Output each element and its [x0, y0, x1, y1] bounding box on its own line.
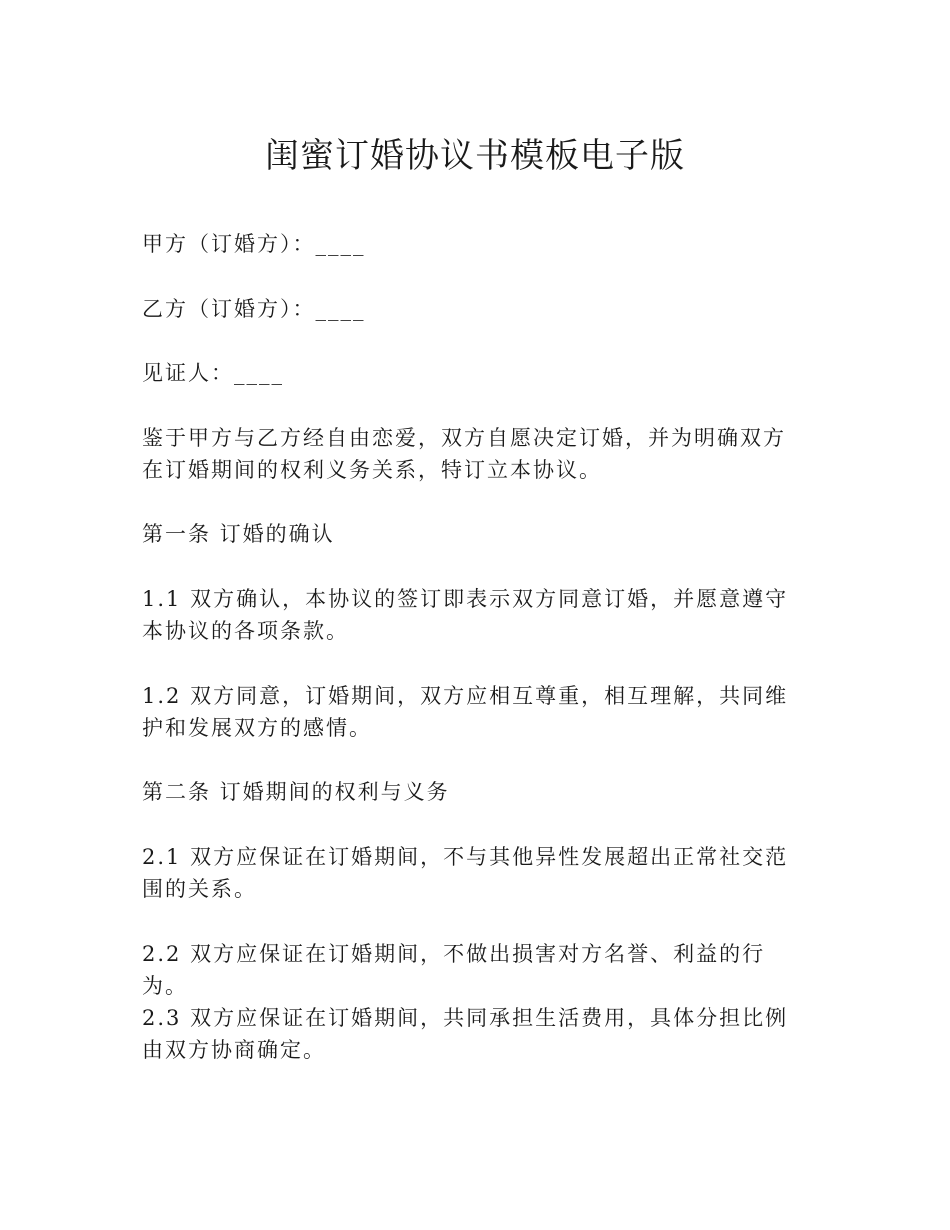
- clause-1-1: 1.1 双方确认，本协议的签订即表示双方同意订婚，并愿意遵守本协议的各项条款。: [142, 587, 789, 643]
- preamble-paragraph: 鉴于甲方与乙方经自由恋爱，双方自愿决定订婚，并为明确双方在订婚期间的权利义务关系，特订立本协议。: [142, 426, 786, 482]
- article-1-heading: 第一条 订婚的确认: [142, 522, 335, 546]
- clause-1-2: 1.2 双方同意，订婚期间，双方应相互尊重，相互理解，共同维护和发展双方的感情。: [142, 684, 789, 740]
- article-2-heading: 第二条 订婚期间的权利与义务: [142, 780, 450, 804]
- clause-2-1: 2.1 双方应保证在订婚期间，不与其他异性发展超出正常社交范围的关系。: [142, 845, 789, 901]
- witness-line: 见证人：____: [142, 361, 284, 385]
- clause-2-2: 2.2 双方应保证在订婚期间，不做出损害对方名誉、利益的行为。: [142, 942, 766, 998]
- document-title: 闺蜜订婚协议书模板电子版: [265, 136, 685, 176]
- clause-2-3: 2.3 双方应保证在订婚期间，共同承担生活费用，具体分担比例由双方协商确定。: [142, 1006, 789, 1062]
- party-b-line: 乙方（订婚方）：____: [142, 297, 366, 321]
- party-a-line: 甲方（订婚方）：____: [142, 232, 366, 256]
